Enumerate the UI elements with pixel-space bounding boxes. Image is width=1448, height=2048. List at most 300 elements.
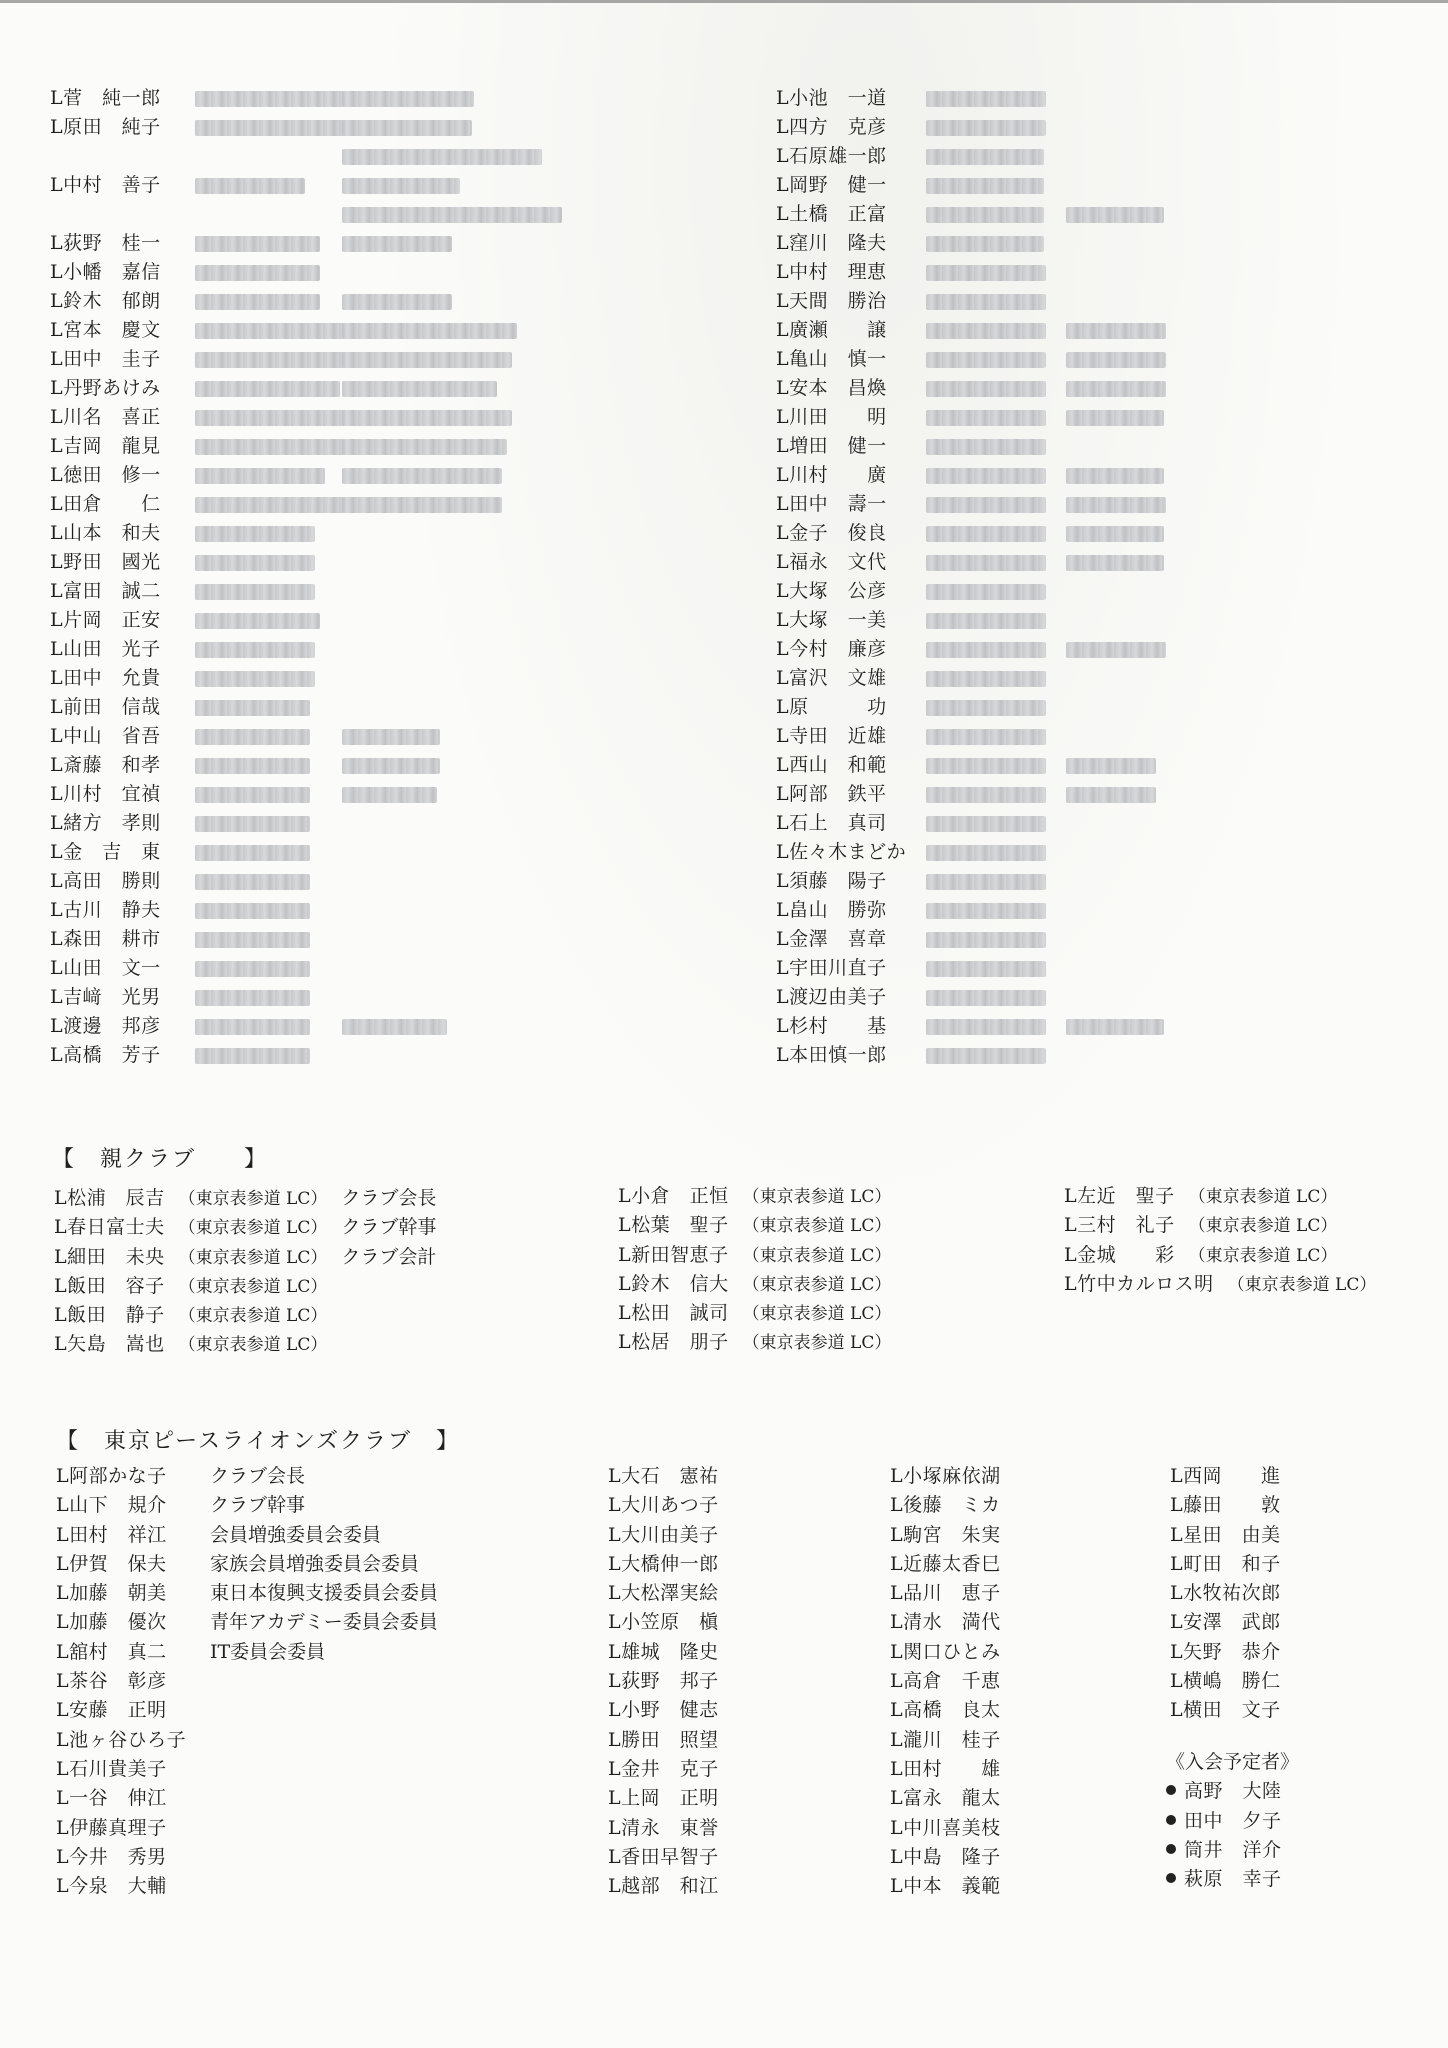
redacted-info xyxy=(926,1019,1046,1035)
member-name: L町田 和子 xyxy=(1170,1552,1281,1575)
peace-member-row xyxy=(890,1814,1001,1843)
redacted-info xyxy=(195,381,340,397)
member-row xyxy=(50,780,650,809)
peace-club-col3 xyxy=(890,1462,1001,1901)
member-row xyxy=(776,461,1376,490)
club-affiliation: （東京表参道 LC） xyxy=(178,1276,328,1297)
member-name: L竹中カルロス明 xyxy=(1064,1272,1214,1295)
member-name: L松浦 辰吉 xyxy=(54,1187,165,1209)
member-name: L横田 文子 xyxy=(1170,1699,1281,1722)
member-name: L加藤 朝美 xyxy=(56,1582,167,1605)
redacted-info xyxy=(342,758,440,774)
redacted-info xyxy=(195,526,315,542)
member-name: L加藤 優次 xyxy=(56,1611,167,1634)
member-name: L伊藤真理子 xyxy=(56,1816,167,1839)
parent-member-row xyxy=(54,1184,436,1213)
member-name: L飯田 静子 xyxy=(54,1304,165,1327)
member-name: L亀山 慎一 xyxy=(776,348,887,370)
member-name: L原 功 xyxy=(776,696,887,718)
member-row xyxy=(776,316,1376,345)
prospective-name: 萩原 幸子 xyxy=(1184,1868,1282,1891)
redacted-info xyxy=(195,758,310,774)
parent-member-row xyxy=(618,1270,891,1299)
bullet-icon xyxy=(1166,1815,1176,1825)
member-row xyxy=(50,432,650,461)
club-affiliation: （東京表参道 LC） xyxy=(178,1306,328,1327)
redacted-info xyxy=(342,149,542,165)
member-name: L鈴木 信大 xyxy=(618,1272,729,1295)
redacted-info xyxy=(926,700,1046,716)
member-row xyxy=(776,432,1376,461)
peace-member-row xyxy=(890,1579,1001,1608)
redacted-info xyxy=(195,1019,310,1035)
peace-club-col1 xyxy=(56,1462,438,1901)
member-name: L小倉 正恒 xyxy=(618,1185,729,1207)
member-row xyxy=(776,345,1376,374)
redacted-info xyxy=(342,381,497,397)
peace-member-row xyxy=(608,1755,719,1784)
prospective-name: 田中 夕子 xyxy=(1184,1809,1282,1832)
member-row xyxy=(50,635,650,664)
peace-member-row xyxy=(608,1550,719,1579)
member-row xyxy=(776,954,1376,983)
member-name: L鈴木 郁朗 xyxy=(50,290,161,312)
member-name: L寺田 近雄 xyxy=(776,725,887,747)
member-name: L小塚麻依湖 xyxy=(890,1465,1001,1487)
member-name: L金城 彩 xyxy=(1064,1243,1175,1266)
prospective-name: 高野 大陸 xyxy=(1184,1780,1282,1803)
member-name: L山田 文一 xyxy=(50,957,161,979)
member-row xyxy=(50,809,650,838)
member-name: L大石 憲祐 xyxy=(608,1465,719,1487)
prospective-row xyxy=(1166,1777,1299,1806)
redacted-info xyxy=(195,816,310,832)
prospective-row xyxy=(1166,1836,1299,1865)
member-name: L香田早智子 xyxy=(608,1845,719,1868)
member-row xyxy=(776,171,1376,200)
club-affiliation: （東京表参道 LC） xyxy=(742,1187,892,1207)
redacted-info xyxy=(342,787,437,803)
member-row xyxy=(50,258,650,287)
club-affiliation: （東京表参道 LC） xyxy=(178,1189,328,1209)
redacted-info xyxy=(195,294,320,310)
member-row xyxy=(776,113,1376,142)
peace-member-row xyxy=(890,1462,1001,1491)
parent-member-row xyxy=(54,1330,436,1359)
member-row xyxy=(50,316,650,345)
peace-member-row xyxy=(890,1872,1001,1901)
member-name: L三村 礼子 xyxy=(1064,1214,1175,1237)
member-row xyxy=(776,403,1376,432)
member-name: L雄城 隆史 xyxy=(608,1640,719,1663)
member-name: L舘村 真二 xyxy=(56,1640,167,1663)
redacted-info xyxy=(926,555,1046,571)
peace-member-row xyxy=(890,1491,1001,1520)
top-edge xyxy=(0,0,1448,3)
member-row xyxy=(50,751,650,780)
member-row xyxy=(776,1012,1376,1041)
member-name: L水牧祐次郎 xyxy=(1170,1582,1281,1605)
member-row xyxy=(50,403,650,432)
member-name: L金 吉 東 xyxy=(50,841,161,863)
club-affiliation: （東京表参道 LC） xyxy=(1188,1187,1338,1207)
redacted-info xyxy=(195,671,315,687)
redacted-info xyxy=(195,700,310,716)
member-row xyxy=(50,1012,650,1041)
peace-member-row xyxy=(890,1755,1001,1784)
member-name: L須藤 陽子 xyxy=(776,870,887,892)
member-name: L川田 明 xyxy=(776,406,887,428)
member-row xyxy=(50,983,650,1012)
member-name: L岡野 健一 xyxy=(776,174,887,196)
member-name: L富沢 文雄 xyxy=(776,667,887,689)
member-name: L川村 廣 xyxy=(776,464,887,486)
member-name: L田中 圭子 xyxy=(50,348,161,370)
peace-member-row xyxy=(890,1550,1001,1579)
member-name: L中本 義範 xyxy=(890,1875,1001,1898)
redacted-info xyxy=(926,497,1046,513)
member-row xyxy=(50,606,650,635)
member-name: L中村 善子 xyxy=(50,174,161,196)
member-name: L四方 克彦 xyxy=(776,116,887,138)
member-name: L富田 誠二 xyxy=(50,580,161,602)
peace-member-row xyxy=(608,1814,719,1843)
member-name: L吉岡 龍見 xyxy=(50,435,161,457)
peace-member-row xyxy=(608,1843,719,1872)
member-name: L大塚 公彦 xyxy=(776,580,887,602)
redacted-info xyxy=(926,758,1046,774)
member-name: L松田 誠司 xyxy=(618,1302,729,1325)
redacted-info xyxy=(195,729,310,745)
member-name: L飯田 容子 xyxy=(54,1274,165,1297)
redacted-info xyxy=(926,265,1046,281)
parent-member-row xyxy=(618,1299,891,1328)
member-list-left xyxy=(50,84,650,1070)
member-row xyxy=(776,635,1376,664)
redacted-info xyxy=(926,294,1046,310)
peace-member-row xyxy=(890,1843,1001,1872)
member-name: L廣瀬 譲 xyxy=(776,319,887,341)
redacted-info xyxy=(1066,555,1164,571)
member-name: L渡辺由美子 xyxy=(776,986,887,1008)
redacted-info xyxy=(195,845,310,861)
member-row xyxy=(776,1041,1376,1070)
redacted-info xyxy=(195,874,310,890)
member-name: L福永 文代 xyxy=(776,551,887,573)
member-row xyxy=(50,142,650,171)
club-affiliation: （東京表参道 LC） xyxy=(742,1333,892,1354)
member-name: L富永 龍太 xyxy=(890,1787,1001,1810)
redacted-info xyxy=(195,497,345,513)
member-role: 会員増強委員会委員 xyxy=(210,1523,382,1546)
member-role: クラブ幹事 xyxy=(341,1216,437,1239)
member-name: L小幡 嘉信 xyxy=(50,261,161,283)
member-name: L片岡 正安 xyxy=(50,609,161,631)
member-row xyxy=(776,722,1376,751)
peace-member-row xyxy=(56,1872,438,1901)
member-name: L森田 耕市 xyxy=(50,928,161,950)
redacted-info xyxy=(1066,323,1166,339)
member-name: L大松澤実絵 xyxy=(608,1582,719,1605)
member-name: L今泉 大輔 xyxy=(56,1875,167,1898)
member-name: L田村 雄 xyxy=(890,1757,1001,1780)
redacted-info xyxy=(926,526,1046,542)
redacted-info xyxy=(926,642,1046,658)
redacted-info xyxy=(195,439,345,455)
member-name: L瀧川 桂子 xyxy=(890,1728,1001,1751)
redacted-info xyxy=(926,903,1046,919)
redacted-info xyxy=(195,91,345,107)
redacted-info xyxy=(926,439,1046,455)
redacted-info xyxy=(342,729,440,745)
member-row xyxy=(50,490,650,519)
peace-member-row xyxy=(1170,1696,1281,1725)
redacted-info xyxy=(1066,381,1166,397)
member-name: L品川 恵子 xyxy=(890,1582,1001,1605)
member-name: L斎藤 和孝 xyxy=(50,754,161,776)
peace-member-row xyxy=(56,1784,438,1813)
redacted-info xyxy=(926,961,1046,977)
peace-member-row xyxy=(56,1579,438,1608)
parent-member-row xyxy=(618,1182,891,1211)
peace-member-row xyxy=(56,1667,438,1696)
parent-club-col2 xyxy=(618,1182,891,1358)
peace-member-row xyxy=(890,1696,1001,1725)
member-name: L丹野あけみ xyxy=(50,377,161,399)
club-affiliation: （東京表参道 LC） xyxy=(178,1335,328,1356)
redacted-info xyxy=(1066,410,1164,426)
peace-member-row xyxy=(1170,1667,1281,1696)
member-name: L高橋 芳子 xyxy=(50,1044,161,1066)
club-affiliation: （東京表参道 LC） xyxy=(1188,1216,1338,1237)
member-role: クラブ会長 xyxy=(341,1187,437,1209)
peace-member-row xyxy=(890,1784,1001,1813)
member-name: L高田 勝則 xyxy=(50,870,161,892)
parent-member-row xyxy=(54,1243,436,1272)
redacted-info xyxy=(1066,787,1156,803)
redacted-info xyxy=(195,584,315,600)
member-name: L中村 理恵 xyxy=(776,261,887,283)
redacted-info xyxy=(195,932,310,948)
member-row xyxy=(776,519,1376,548)
redacted-info xyxy=(1066,526,1164,542)
member-name: L阿部 鉄平 xyxy=(776,783,887,805)
peace-member-row xyxy=(1170,1550,1281,1579)
prospective-name: 筒井 洋介 xyxy=(1184,1838,1282,1861)
club-affiliation: （東京表参道 LC） xyxy=(178,1247,328,1268)
club-affiliation: （東京表参道 LC） xyxy=(742,1245,892,1266)
redacted-info xyxy=(926,874,1046,890)
redacted-info xyxy=(926,787,1046,803)
peace-member-row xyxy=(608,1491,719,1520)
club-affiliation: （東京表参道 LC） xyxy=(178,1218,328,1239)
member-name: L田村 祥江 xyxy=(56,1523,167,1546)
member-name: L原田 純子 xyxy=(50,116,161,138)
redacted-info xyxy=(1066,352,1166,368)
prospective-row xyxy=(1166,1807,1299,1836)
member-name: L今井 秀男 xyxy=(56,1845,167,1868)
member-name: L星田 由美 xyxy=(1170,1523,1281,1546)
peace-member-row xyxy=(56,1521,438,1550)
redacted-info xyxy=(926,178,1044,194)
member-name: L越部 和江 xyxy=(608,1875,719,1898)
peace-member-row xyxy=(890,1608,1001,1637)
redacted-info xyxy=(926,381,1046,397)
redacted-info xyxy=(342,178,460,194)
member-name: L細田 未央 xyxy=(54,1245,165,1268)
member-name: L大橋伸一郎 xyxy=(608,1552,719,1575)
peace-member-row xyxy=(1170,1608,1281,1637)
redacted-info xyxy=(1066,497,1166,513)
parent-club-col1 xyxy=(54,1184,436,1360)
member-row xyxy=(50,548,650,577)
member-name: L山田 光子 xyxy=(50,638,161,660)
redacted-info xyxy=(342,468,502,484)
peace-member-row xyxy=(56,1755,438,1784)
member-role: 青年アカデミー委員会委員 xyxy=(210,1611,438,1634)
prospective-row xyxy=(1166,1865,1299,1894)
member-name: L増田 健一 xyxy=(776,435,887,457)
member-name: L本田慎一郎 xyxy=(776,1044,887,1066)
member-name: L前田 信哉 xyxy=(50,696,161,718)
peace-member-row xyxy=(56,1726,438,1755)
peace-member-row xyxy=(56,1550,438,1579)
member-row xyxy=(776,780,1376,809)
redacted-info xyxy=(342,410,512,426)
parent-member-row xyxy=(1064,1270,1376,1299)
member-name: L松居 朋子 xyxy=(618,1331,729,1354)
prospective-heading: 《入会予定者》 xyxy=(1166,1751,1300,1773)
peace-member-row xyxy=(56,1491,438,1520)
member-row xyxy=(50,200,650,229)
peace-club-col4 xyxy=(1170,1462,1281,1726)
redacted-info xyxy=(926,120,1046,136)
peace-member-row xyxy=(608,1872,719,1901)
member-name: L小野 健志 xyxy=(608,1699,719,1722)
redacted-info xyxy=(195,265,320,281)
redacted-info xyxy=(342,497,502,513)
member-name: L山本 和夫 xyxy=(50,522,161,544)
prospective-block xyxy=(1166,1748,1299,1894)
redacted-info xyxy=(195,1048,310,1064)
member-name: L伊賀 保夫 xyxy=(56,1552,167,1575)
redacted-info xyxy=(195,323,345,339)
member-name: L金子 俊良 xyxy=(776,522,887,544)
redacted-info xyxy=(926,729,1046,745)
peace-member-row xyxy=(1170,1521,1281,1550)
redacted-info xyxy=(342,439,507,455)
parent-member-row xyxy=(1064,1182,1376,1211)
member-name: L荻野 桂一 xyxy=(50,232,161,254)
peace-member-row xyxy=(56,1638,438,1667)
member-row xyxy=(50,519,650,548)
redacted-info xyxy=(195,613,320,629)
peace-member-row xyxy=(1170,1638,1281,1667)
member-name: L田倉 仁 xyxy=(50,493,161,515)
redacted-info xyxy=(195,787,310,803)
parent-club-heading: 【 親クラブ 】 xyxy=(52,1147,269,1172)
member-row xyxy=(50,867,650,896)
member-name: L勝田 照望 xyxy=(608,1728,719,1751)
redacted-info xyxy=(926,410,1046,426)
member-name: L大塚 一美 xyxy=(776,609,887,631)
member-row xyxy=(776,751,1376,780)
member-name: L窪川 隆夫 xyxy=(776,232,887,254)
member-row xyxy=(50,722,650,751)
member-name: L高橋 良太 xyxy=(890,1699,1001,1722)
member-name: L左近 聖子 xyxy=(1064,1185,1175,1207)
member-name: L渡邊 邦彦 xyxy=(50,1015,161,1037)
redacted-info xyxy=(926,91,1046,107)
member-name: L中山 省吾 xyxy=(50,725,161,747)
member-row xyxy=(776,142,1376,171)
redacted-info xyxy=(926,236,1044,252)
peace-member-row xyxy=(608,1726,719,1755)
member-row xyxy=(50,693,650,722)
peace-member-row xyxy=(56,1696,438,1725)
member-name: L川名 喜正 xyxy=(50,406,161,428)
member-row xyxy=(776,606,1376,635)
member-row xyxy=(776,490,1376,519)
member-name: L近藤太香巳 xyxy=(890,1552,1001,1575)
member-name: L石川貴美子 xyxy=(56,1757,167,1780)
club-affiliation: （東京表参道 LC） xyxy=(1188,1245,1338,1266)
bullet-icon xyxy=(1166,1844,1176,1854)
member-name: L新田智恵子 xyxy=(618,1243,729,1266)
redacted-info xyxy=(926,352,1046,368)
peace-member-row xyxy=(56,1814,438,1843)
member-name: L後藤 ミカ xyxy=(890,1494,1001,1517)
member-row xyxy=(776,229,1376,258)
peace-member-row xyxy=(608,1667,719,1696)
member-row xyxy=(50,577,650,606)
parent-club-col3 xyxy=(1064,1182,1376,1299)
member-name: L安藤 正明 xyxy=(56,1699,167,1722)
member-row xyxy=(776,548,1376,577)
member-role: 東日本復興支援委員会委員 xyxy=(210,1582,439,1605)
member-role: IT委員会委員 xyxy=(210,1640,326,1663)
parent-member-row xyxy=(1064,1211,1376,1240)
redacted-info xyxy=(1066,758,1156,774)
member-name: L一谷 伸江 xyxy=(56,1787,167,1810)
member-row xyxy=(776,258,1376,287)
member-name: L矢野 恭介 xyxy=(1170,1640,1281,1663)
parent-member-row xyxy=(618,1328,891,1357)
peace-member-row xyxy=(608,1462,719,1491)
member-name: L宇田川直子 xyxy=(776,957,887,979)
member-name: L上岡 正明 xyxy=(608,1787,719,1810)
redacted-info xyxy=(342,207,562,223)
member-row xyxy=(50,664,650,693)
member-name: L矢島 嵩也 xyxy=(54,1333,165,1356)
member-name: L荻野 邦子 xyxy=(608,1670,719,1693)
parent-member-row xyxy=(54,1272,436,1301)
member-row xyxy=(50,171,650,200)
parent-member-row xyxy=(54,1213,436,1242)
peace-member-row xyxy=(56,1462,438,1491)
peace-member-row xyxy=(1170,1491,1281,1520)
member-name: L阿部かな子 xyxy=(56,1465,167,1487)
redacted-info xyxy=(195,352,345,368)
member-role: クラブ会計 xyxy=(341,1245,437,1268)
member-name: L大川あつ子 xyxy=(608,1494,719,1517)
member-name: L宮本 慶文 xyxy=(50,319,161,341)
member-row xyxy=(776,809,1376,838)
member-row xyxy=(50,229,650,258)
member-name: L菅 純一郎 xyxy=(50,87,161,109)
member-row xyxy=(776,838,1376,867)
redacted-info xyxy=(1066,1019,1164,1035)
